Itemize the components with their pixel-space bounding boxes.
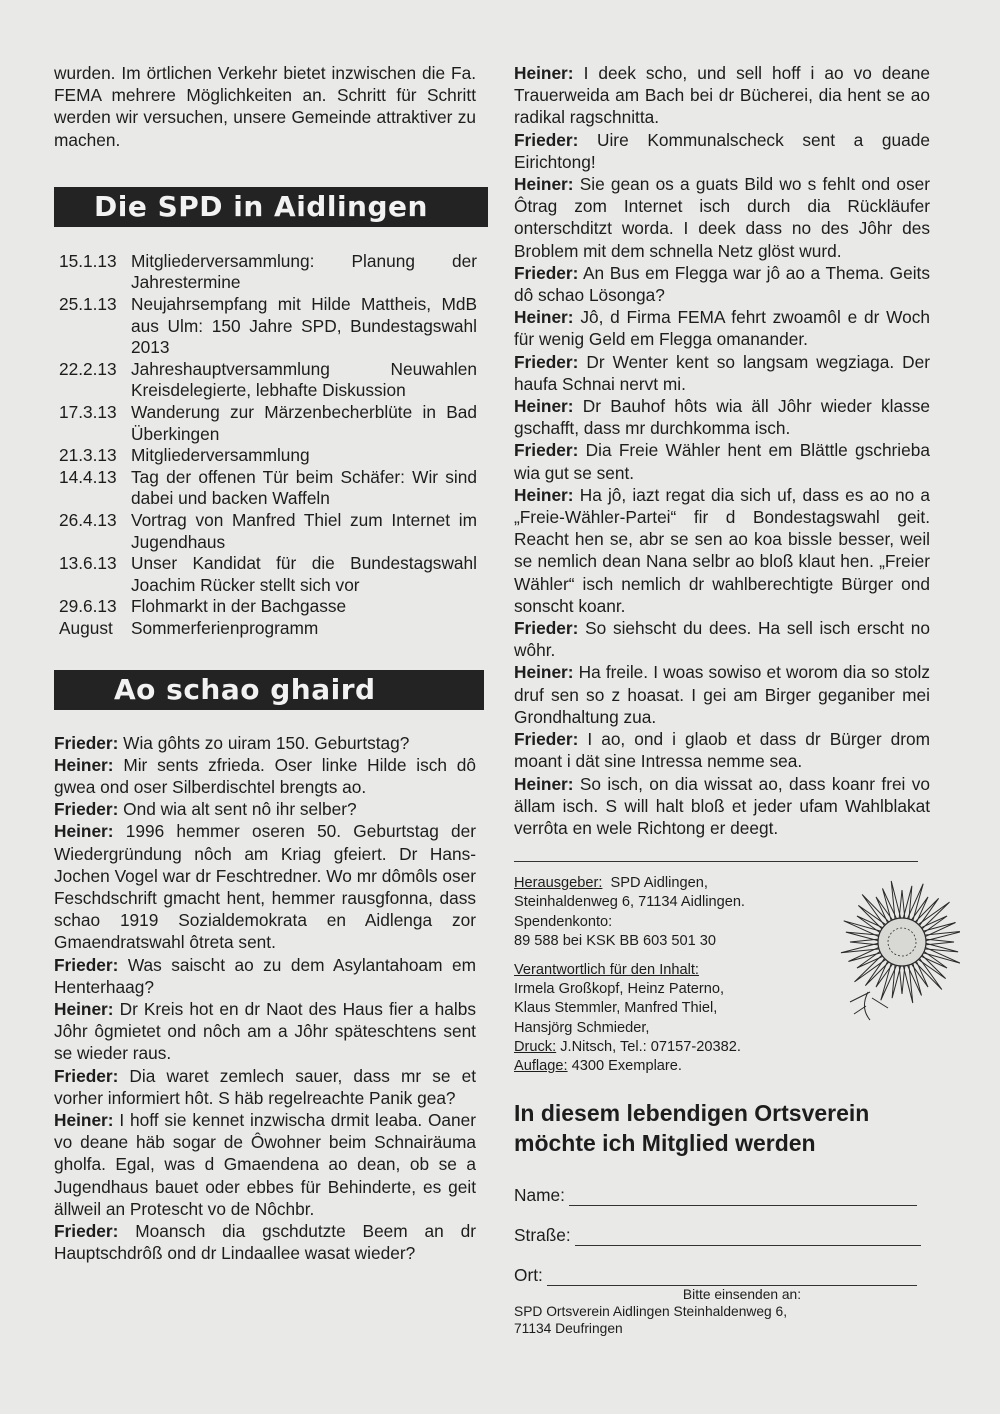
speaker-name: Heiner:: [514, 484, 574, 505]
event-date: 29.6.13: [59, 596, 117, 617]
send-address-line-1: SPD Ortsverein Aidlingen Steinhaldenweg 6,: [514, 1304, 788, 1320]
event-row: [59, 618, 477, 640]
speaker-name: Frieder:: [514, 618, 579, 639]
speaker-name: Heiner:: [514, 63, 574, 83]
speaker-name: Frieder:: [54, 954, 119, 975]
dialogue-line: [514, 439, 930, 483]
dialogue-line: [54, 1065, 476, 1109]
dialogue-text: Uire Kommunalscheck sent a guade Eirichtong!: [514, 129, 930, 172]
event-row: [59, 445, 477, 467]
send-to-block: [514, 1286, 930, 1337]
dialogue-line: [54, 1109, 476, 1220]
event-description: Vortrag von Manfred Thiel zum Internet im Jugendhaus: [131, 509, 477, 552]
dialogue-text: Ond wia alt sent nô ihr selber?: [118, 799, 357, 820]
dialogue-text: I ao, ond i glaob et dass dr Bürger drom moant i dät sine Intressa nemme sea.: [514, 729, 930, 772]
event-row: [59, 553, 477, 596]
membership-heading-line-1: In diesem lebendigen Ortsverein: [514, 1100, 870, 1127]
dialogue-text: So isch, on dia wissat ao, dass koanr frei vo ällam isch. S will halt bloß et jeder ufam Wahlblakat verrôta en wele Richtong er deegt.: [514, 773, 930, 838]
thistle-flower-icon: [830, 880, 960, 1030]
speaker-name: Heiner:: [514, 773, 574, 794]
dialogue-text: I hoff sie kennet inzwischa drmit leaba. Oaner vo deane häb sogar de Ôwohner beim Schnairäuma gholfa. Egal, was d Gmaendena ao dean, ob se a Jugendhaus bauet oder ebbes für Behinderte, es geit ällweil an Protescht vo de Nôchbr.: [54, 1109, 476, 1219]
section-banner-spd: Die SPD in Aidlingen: [54, 187, 488, 227]
dialogue-text: Sie gean os a guats Bild wo s fehlt ond oser Ôtrag zom Internet isch durch dia Rückläufer onterschditzt worda. I deek dass no des Jôhr des Broblem mit dem schnella Netz glöst wurd.: [514, 174, 930, 261]
event-date: August: [59, 617, 113, 638]
event-description: Mitgliederversammlung: [131, 445, 310, 466]
city-label: Ort:: [514, 1265, 543, 1286]
speaker-name: Heiner:: [54, 821, 114, 842]
intro-paragraph: wurden. Im örtlichen Verkehr bietet inzwischen die Fa. FEMA mehrere Möglichkeiten an. Schritt für Schritt werden wir versuchen, unsere Gemeinde attraktiver zu machen.: [54, 63, 476, 150]
left-column: [54, 62, 476, 1264]
speaker-name: Heiner:: [514, 396, 574, 417]
dialogue-text: Dr Bauhof hôts wia äll Jôhr wieder klasse gschafft, dass mr durchkomma isch.: [514, 396, 930, 439]
dialogue-line: [514, 617, 930, 661]
city-field[interactable]: [514, 1260, 930, 1286]
dialogue-text: Moansch dia gschdutzte Beem an dr Hauptschdrôß ond dr Lindaallee wasat wieder?: [54, 1220, 476, 1264]
event-row: [59, 510, 477, 553]
section-banner-dialogue: Ao schao ghaird: [54, 670, 484, 710]
dialogue-text: Dia Freie Wähler hent em Blättle gschrieba wia gut se sent.: [514, 440, 930, 483]
event-description: Neujahrsempfang mit Hilde Mattheis, MdB aus Ulm: 150 Jahre SPD, Bundestagswahl 2013: [131, 294, 477, 358]
street-field[interactable]: [514, 1220, 930, 1246]
event-description: Unser Kandidat für die Bundestagswahl Joachim Rücker stellt sich vor: [131, 553, 477, 595]
responsible-line-2: Klaus Stemmler, Manfred Thiel,: [514, 1000, 718, 1017]
dialogue-text: Ha jô, iazt regat dia sich uf, dass es ao no a „Freie-Wähler-Partei“ fir d Bondestagswahl geit. Reacht hen se, abr se sen ao koa bissle besser, weil se nemlich dean Nana selbr ao bloß klaut hen. „Freier Wähler“ isch nemlich dr wahlberechtigte Bürger ond sonscht koanr.: [514, 484, 930, 616]
event-description: Mitgliederversammlung: Planung der Jahrestermine: [131, 250, 477, 293]
speaker-name: Frieder:: [54, 799, 119, 820]
dialogue-text: Wia gôhts zo uiram 150. Geburtstag?: [118, 732, 410, 753]
dialogue-text: Dr Kreis hot en dr Naot des Haus fier a halbs Jôhr ôgmietet ond nôch am a Jôhr späteschtens sent se wieder raus.: [54, 998, 476, 1064]
print: J.Nitsch, Tel.: 07157-20382.: [560, 1038, 741, 1055]
dialogue-right: [514, 62, 930, 839]
event-date: 26.4.13: [59, 509, 117, 530]
speaker-name: Heiner:: [54, 998, 114, 1019]
event-row: [59, 596, 477, 618]
membership-heading: [514, 1098, 930, 1158]
speaker-name: Frieder:: [54, 732, 119, 753]
event-row: [59, 467, 477, 510]
dialogue-text: I deek scho, und sell hoff i ao vo deane Trauerweida am Bach bei dr Bücherei, dia hent se ao radikal ragschnitta.: [514, 63, 930, 128]
city-input-line[interactable]: [547, 1267, 917, 1286]
dialogue-line: [514, 262, 930, 306]
dialogue-line: [54, 1220, 476, 1264]
dialogue-text: Mir sents zfrieda. Oser linke Hilde isch dô gwea ond oser Silberdischtel brengts ao.: [54, 754, 476, 797]
send-to-label: Bitte einsenden an:: [682, 1287, 802, 1303]
circulation: 4300 Exemplare.: [571, 1057, 682, 1074]
dialogue-line: [514, 661, 930, 728]
speaker-name: Frieder:: [514, 440, 579, 461]
dialogue-line: [514, 173, 930, 262]
dialogue-line: [514, 129, 930, 173]
event-date: 13.6.13: [59, 553, 117, 574]
account-label: Spendenkonto:: [514, 913, 613, 930]
events-list: [59, 251, 477, 640]
dialogue-line: [54, 754, 476, 798]
speaker-name: Frieder:: [514, 729, 579, 750]
dialogue-line: [514, 62, 930, 129]
event-row: [59, 294, 477, 359]
right-column: [514, 62, 930, 1337]
address: Steinhaldenweg 6, 71134 Aidlingen.: [514, 894, 745, 911]
dialogue-text: So siehscht du dees. Ha sell isch erscht no wôhr.: [514, 618, 930, 661]
event-row: [59, 402, 477, 445]
dialogue-text: Dia waret zemlech sauer, dass mr se et vorher informiert hôt. S häb regelreachte Panik gea?: [54, 1065, 476, 1108]
speaker-name: Heiner:: [514, 662, 574, 683]
name-input-line[interactable]: [569, 1187, 917, 1206]
event-date: 22.2.13: [59, 358, 117, 379]
event-description: Flohmarkt in der Bachgasse: [131, 596, 347, 617]
event-date: 15.1.13: [59, 250, 117, 271]
circulation-label: Auflage:: [514, 1057, 568, 1074]
responsible-label: Verantwortlich für den Inhalt:: [514, 961, 699, 978]
dialogue-line: [54, 954, 476, 998]
event-description: Jahreshauptversammlung Neuwahlen Kreisdelegierte, lebhafte Diskussion: [131, 358, 477, 401]
imprint-divider: [514, 861, 918, 862]
responsible-line-1: Irmela Großkopf, Heinz Paterno,: [514, 981, 725, 998]
speaker-name: Frieder:: [54, 1065, 119, 1086]
responsible-line-3: Hansjörg Schmieder,: [514, 1019, 650, 1036]
dialogue-text: Dr Wenter kent so langsam wegziaga. Der haufa Schnai nervt mi.: [514, 351, 930, 394]
speaker-name: Frieder:: [514, 351, 579, 372]
dialogue-text: Was saischt ao zu dem Asylantahoam em Henterhaag?: [54, 954, 476, 997]
dialogue-line: [514, 395, 930, 439]
dialogue-line: [54, 732, 476, 754]
dialogue-text: Ha freile. I woas sowiso et worom dia so stolz druf sen so z hoasat. I gei am Birger geganiber mei Grondhaltung zua.: [514, 662, 930, 727]
speaker-name: Heiner:: [514, 307, 574, 328]
dialogue-text: 1996 hemmer oseren 50. Geburtstag der Wiedergründung nôch am Kriag gfeiert. Dr Hans-Jochen Vogel war dr Feschtredner. Wo mr dômôls oser Feschdschrift gmacht hent, hemmer rausgfonna, dass schao 1919 Sozialdemokrata en Aidlenga zor Gmaendratswahl ôtreta sent.: [54, 821, 476, 953]
event-date: 14.4.13: [59, 466, 117, 487]
event-date: 21.3.13: [59, 445, 117, 466]
name-label: Name:: [514, 1185, 565, 1206]
dialogue-line: [54, 998, 476, 1065]
dialogue-line: [514, 728, 930, 772]
speaker-name: Frieder:: [54, 1220, 119, 1241]
dialogue-text: Jô, d Firma FEMA fehrt zwoamôl e dr Woch für wenig Geld em Flegga omanander.: [514, 307, 930, 350]
event-description: Wanderung zur Märzenbecherblüte in Bad Überkingen: [131, 401, 477, 444]
event-date: 25.1.13: [59, 294, 117, 314]
name-field[interactable]: [514, 1180, 930, 1206]
dialogue-line: [514, 773, 930, 840]
membership-heading-line-2: möchte ich Mitglied werden: [514, 1130, 816, 1157]
speaker-name: Frieder:: [514, 262, 579, 283]
publisher: SPD Aidlingen,: [610, 875, 708, 892]
dialogue-line: [54, 820, 476, 953]
dialogue-line: [514, 306, 930, 350]
speaker-name: Heiner:: [54, 754, 114, 775]
dialogue-line: [514, 351, 930, 395]
account: 89 588 bei KSK BB 603 501 30: [514, 932, 717, 949]
publisher-label: Herausgeber:: [514, 875, 603, 892]
street-label: Straße:: [514, 1225, 571, 1246]
street-input-line[interactable]: [575, 1227, 921, 1246]
event-description: Tag der offenen Tür beim Schäfer: Wir sind dabei und backen Waffeln: [131, 466, 477, 509]
speaker-name: Heiner:: [514, 174, 574, 195]
dialogue-line: [514, 484, 930, 617]
event-row: [59, 359, 477, 402]
print-label: Druck:: [514, 1038, 557, 1055]
speaker-name: Frieder:: [514, 129, 579, 150]
event-row: [59, 251, 477, 294]
event-description: Sommerferienprogramm: [131, 617, 319, 638]
dialogue-line: [54, 798, 476, 820]
event-date: 17.3.13: [59, 401, 117, 422]
dialogue-text: An Bus em Flegga war jô ao a Thema. Geits dô schao Lösonga?: [514, 262, 930, 306]
speaker-name: Heiner:: [54, 1109, 114, 1130]
dialogue-left: [54, 732, 476, 1265]
send-address-line-2: 71134 Deufringen: [514, 1321, 623, 1337]
